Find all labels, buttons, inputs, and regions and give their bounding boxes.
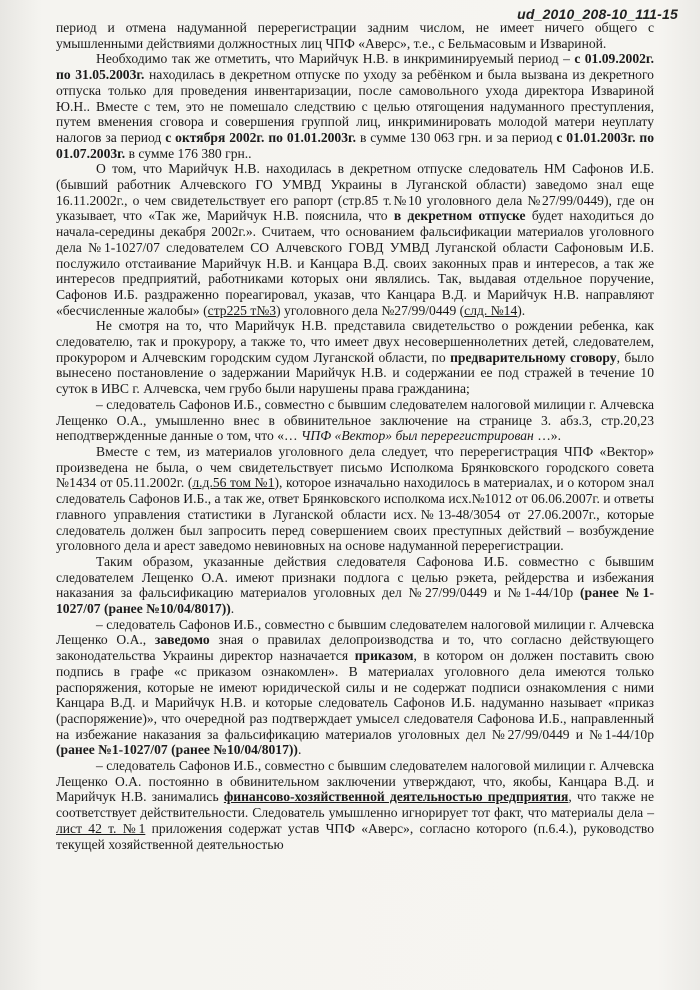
paragraph <box>56 444 654 554</box>
text-run: . <box>230 601 235 617</box>
paragraph <box>56 397 654 444</box>
text-run: Таким образом, указанные действия следователя Сафонова И.Б. совместно с бывшим следователем Лещенко О.А. имеют признаки подлога с целью рэкета, рейдерства и избежания наказания за фальсификацию материалов уголовных дел №27/99/0449 и №1-44/10р <box>56 553 654 601</box>
text-run: приложения содержат устав ЧПФ «Аверс», согласно которого (п.6.4.), руководство текущей хозяйственной деятельностью <box>56 820 654 852</box>
paragraph <box>56 51 654 161</box>
text-run: …». <box>533 428 561 444</box>
paragraph <box>56 617 654 758</box>
text-run: . <box>297 742 302 758</box>
text-run: приказом <box>354 648 414 664</box>
text-run: – следователь Сафонов И.Б., совместно с бывшим следователем налоговой милиции г. Алчевска Лещенко О.А. постоянно в обвинительном заключении утверждают, что, якобы, Канцара В.Д. и Марийчук Н.В. занимались <box>56 758 654 805</box>
text-run: , было вынесено постановление о задержании Марийчук Н.В. и содержании ее под стражей в течение 10 суток в ИВС г. Алчевска, чем грубо были нарушены права гражданина; <box>56 349 654 397</box>
text-run: , что также не соответствует действительности. Следователь умышленно игнорирует тот факт, что материалы дела – <box>56 789 654 821</box>
text-run: ). <box>517 302 526 318</box>
text-run: в декретном отпуске <box>393 208 526 224</box>
text-run: с октября 2002г. по 01.01.2003г. <box>165 129 357 145</box>
text-run: Вместе с тем, из материалов уголовного дела следует, что перерегистрация ЧПФ «Вектор» произведена не была, о чем свидетельствует письмо Исполкома Брянковского городского совета №1434 от 05.11.2002г. ( <box>56 443 654 491</box>
paragraph <box>56 758 654 852</box>
text-run: ), которое изначально находилось в материалах, и о котором знал следователь Сафонов И.Б., а так же, ответ Брянковского исполкома исх.№1012 от 06.06.2007г. и ответы главного управления статистики в Луганской области исх.№13-48/3054 от 27.06.2007г., которые следователь должен был запросить перед совершением своих преступных действий – возбуждение уголовного дела и арест заведомо невиновных на основе надуманной перерегистрации. <box>56 475 655 554</box>
document-body <box>56 20 654 852</box>
document-id: ud_2010_208-10_111-15 <box>517 6 678 22</box>
text-run: (ранее №1-1027/07 (ранее №10/04/8017)) <box>56 585 654 617</box>
text-run: предварительному сговору <box>450 349 617 365</box>
text-run: стр225 т№3 <box>207 302 277 318</box>
paragraph <box>56 161 654 318</box>
text-run: , в котором он должен поставить свою подпись в графе «с приказом ознакомлен». В материалах уголовного дела имеются только распоряжения, которые не имеют юридической силы и не содержат подписи ознакомления с ними Канцара В.Д. и Марийчук Н.В. и которые следователь Сафонов И.Б. надуманно называет «приказ (распоряжение)», что очередной раз подтверждает умысел следователя Сафонова И.Б., направленный на избежание наказания за фальсификацию материалов уголовных дел №27/99/0449 и №1-44/10р <box>56 648 655 742</box>
text-run: с 01.09.2002г. по 31.05.2003г. <box>56 51 654 83</box>
text-run: заведомо <box>154 632 210 648</box>
text-run: лист 42 т. №1 <box>56 820 146 836</box>
text-run: с 01.01.2003г. по 01.07.2003г. <box>56 129 655 161</box>
text-run: ЧПФ «Вектор» был перерегистрирован <box>301 428 534 444</box>
text-run: будет находиться до начала-середины декабря 2002г.». Считаем, что основанием фальсификации материалов уголовного дела №1-1027/07 следователем СО Алчевского ГОВД УМВД Луганской области Сафоновым И.Б. послужило отстаивание Марийчук Н.В. и Канцара В.Д. своих законных прав и интересов, а так же интересов предприятий, работниками которых они являлись. Так, выдавая отдельное поручение, Сафонов И.Б. раздраженно пореагировал, указав, что Канцара В.Д. и Марийчук Н.В. направляют «бесчисленные жалобы» ( <box>56 208 654 318</box>
text-run: – следователь Сафонов И.Б., совместно с бывшим следователем налоговой милиции г. Алчевска Лещенко О.А., умышленно внес в обвинительное заключение на странице 3. абз.3, стр.20,23 неподтвержденные данные о том, что «… <box>56 396 654 444</box>
text-run: в сумме 176 380 грн.. <box>125 145 252 161</box>
text-run: ) уголовного дела №27/99/0449 ( <box>276 302 465 318</box>
text-run: л.д.56 том №1 <box>192 475 275 491</box>
paragraph <box>56 20 654 51</box>
text-run: слд. №14 <box>464 302 518 318</box>
paragraph <box>56 318 654 397</box>
text-run: О том, что Марийчук Н.В. находилась в декретном отпуске следователь НМ Сафонов И.Б. (бывший работник Алчевского ГО УМВД Украины в Луганской области) заведомо знал еще 16.11.2002г., о чем свидетельствует его рапорт (стр.85 т.№10 уголовного дела №27/99/0449), где он указывает, что «Так же, Марийчук Н.В. пояснила, что <box>56 161 654 224</box>
text-run: период и отмена надуманной перерегистрации задним числом, не имеет ничего общего с умышленными действиями должностных лиц ЧПФ «Аверс», т.е., с Бельмасовым и Извариной. <box>56 20 654 51</box>
text-run: – следователь Сафонов И.Б., совместно с бывшим следователем налоговой милиции г. Алчевска Лещенко О.А., <box>56 616 654 648</box>
text-run: (ранее №1-1027/07 (ранее №10/04/8017)) <box>56 742 298 758</box>
text-run: в сумме 130 063 грн. и за период <box>356 129 557 145</box>
paragraph <box>56 554 654 617</box>
text-run: Необходимо так же отметить, что Марийчук Н.В. в инкриминируемый период – <box>96 51 575 67</box>
text-run: зная о правилах делопроизводства и то, что согласно действующего законодательства Украины директор назначается <box>56 632 654 664</box>
text-run: находилась в декретном отпуске по уходу за ребёнком и была вызвана из декретного отпуска только для проведения инвентаризации, после самовольного ухода директора Извариной Ю.Н.. Вместе с тем, это не помешало следствию с целью отягощения надуманного преступления, путем вменения сговора и совершения группой лиц, инкриминировать молодой матери неуплату налогов за период <box>56 67 654 145</box>
text-run: финансово-хозяйственной деятельностью предприятия <box>223 789 569 805</box>
text-run: Не смотря на то, что Марийчук Н.В. представила свидетельство о рождении ребенка, как следователю, так и прокурору, а также то, что имеет двух несовершеннолетних детей, следователем, прокурором и Алчевским городским судом Луганской области, по <box>56 318 654 365</box>
